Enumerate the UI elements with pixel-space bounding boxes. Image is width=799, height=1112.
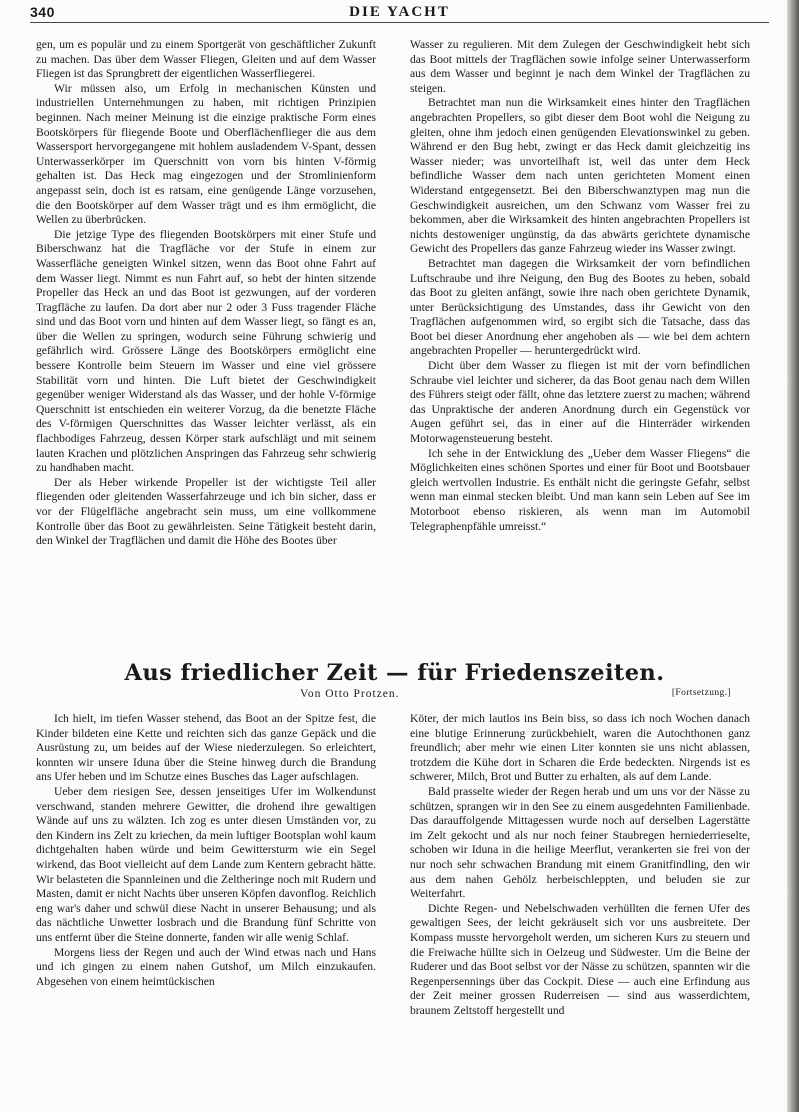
paragraph: Bald prasselte wieder der Regen herab und um uns vor der Nässe zu schützen, sprangen wir in den See zu einem ausgedehnten Familienbade. Das darauffolgende Mittagessen wurde noch auf derselben Lagerstätte im Zelt gekocht und als nur noch feiner Staubregen herniederrieselte, schoben wir Iduna in die heilige Meerflut, verankerten sie frei von der nur noch sehr schwachen Brandung mit einem Granitfindling, den wir aus dem nahen Gehölz herbeischleppten, und beluden sie zur Weiterfahrt. xyxy=(410,784,750,901)
paragraph: Morgens liess der Regen und auch der Wind etwas nach und Hans und ich gingen zu einem nahen Gutshof, um Milch einzukaufen. Abgesehen von einem heimtückischen xyxy=(36,945,376,988)
paragraph: Die jetzige Type des fliegenden Bootskörpers mit einer Stufe und Biberschwanz hat die Tragfläche vor der Stufe in einem zur Wasserfläche geneigten Winkel sitzen, wenn das Boot ohne Fahrt auf dem Wasser liegt. Nimmt es nun Fahrt auf, so hebt der hinten sitzende Propeller das Heck an und das Boot ist gezwungen, auf der vorderen Tragfläche zu laufen. Da dort aber nur 2 oder 3 Fuss tragender Fläche sind und das Boot vorn und hinten auf dem Wasser liegt, so fängt es an, über die Wellen zu springen, wodurch seine Führung schwierig und gefährlich wird. Grössere Länge des Bootskörpers ermöglicht eine bessere Kontrolle beim Steuern im Wasser und eine viel grössere Stabilität vorn und hinten. Die Luft bietet der Geschwindigkeit gegenüber weniger Widerstand als das Wasser, und der hohle V-förmige Querschnitt ist entschieden ein weiterer Vorzug, da die benetzte Fläche des V-förmigen Querschnittes das Wasser leichter verlässt, als ein flachbodiges Fahrzeug, dessen Körper stark aufschlägt und mit seinem lauten Krachen und plötzlichen Anspringen das Fahrzeug sehr schwierig zu handhaben macht. xyxy=(36,227,376,475)
paragraph: Dicht über dem Wasser zu fliegen ist mit der vorn befindlichen Schraube viel leichter und sicherer, da das Boot genau nach dem Willen des Führers steigt oder fällt, ohne das letztere zuerst zu machen; während das Unpraktische der anderen Anordnung durch ein Gegenstück vor Augen geführt sei, das in einer auf die Hinterräder wirkenden Motorwagensteuerung besteht. xyxy=(410,359,750,446)
paragraph: Wasser zu regulieren. Mit dem Zulegen der Geschwindigkeit hebt sich das Boot mittels der Tragflächen sowie infolge seiner Unterwasserform aus dem Wasser und beginnt je nach dem Winkel der Tragflächen zu steigen. xyxy=(410,38,750,95)
page-number: 340 xyxy=(30,4,55,20)
article-title: Aus friedlicher Zeit — für Friedenszeiten. xyxy=(124,660,665,686)
running-title: DIE YACHT xyxy=(349,4,450,20)
paragraph: Wir müssen also, um Erfolg in mechanischen Künsten und industriellen Unternehmungen zu haben, mit richtigen Prinzipien beginnen. Nach meiner Meinung ist die einzige praktische Form eines Bootskörpers für fliegende Boote und Oberflächenflieger die aus dem Wassersport hervorgegangene mit hohlem ausladendem V-Spant, dessen Unterwasserkörper im Querschnitt von vorn bis hinten V-förmig gehalten ist. Das Heck mag eingezogen und der Stromlinienform angepasst sein, doch ist es ratsam, eine genügende Länge vorzusehen, die den Bootskörper auf dem Wasser trägt und es ihm ermöglicht, die Wellen zu überbrücken. xyxy=(36,81,376,227)
paragraph: Ich sehe in der Entwicklung des „Ueber dem Wasser Fliegens“ die Möglichkeiten eines schönen Sportes und einer für Boot und Bootsbauer gleich wertvollen Industrie. Es enthält nicht die geringste Gefahr, selbst wenn man einmal stecken bleibt. Und man kann sein Leben auf See im Motorboot ebenso riskieren, als wenn man im Automobil Telegraphenpfähle umreisst.“ xyxy=(410,446,750,533)
paragraph: Ich hielt, im tiefen Wasser stehend, das Boot an der Spitze fest, die Kinder bildeten eine Kette und reichten sich das ganze Gepäck und die Ausrüstung zu, um beides auf der Wiese niederzulegen. So erleichtert, konnten wir unsere Iduna über die Steine hinweg durch die Brandung ans Ufer heben und im Schutze eines Busches das Lager aufschlagen. xyxy=(36,712,376,784)
page-header xyxy=(30,4,769,24)
paragraph: Köter, der mich lautlos ins Bein biss, so dass ich noch Wochen danach eine blutige Erinnerung zurückbehielt, waren die Autochthonen ganz freundlich; aber mehr wie einen Liter konnten sie uns nicht ablassen, trotzdem die Kühe dort in Scharen die Erde bedeckten. Nirgends ist es schwerer, Milch, Brot und Butter zu erhalten, als auf dem Lande. xyxy=(410,712,750,784)
bottom-left-column xyxy=(36,712,376,989)
paragraph: gen, um es populär und zu einem Sportgerät von geschäftlicher Zukunft zu machen. Das über dem Wasser Fliegen, Gleiten und auf dem Wasser Fliegen ist das Sprungbrett der eigentlichen Wasserfliegerei. xyxy=(36,38,376,81)
bottom-right-column xyxy=(410,712,750,1018)
paragraph: Betrachtet man nun die Wirksamkeit eines hinter den Tragflächen angebrachten Propellers, so gibt dieser dem Boot wohl die Neigung zu gleiten, ohne ihm jedoch einen genügenden Elevationswinkel zu geben. Während er den Bug hebt, zwingt er das Heck damit gleichzeitig ins Wasser nieder; was unvorteilhaft ist, weil das unter dem Heck befindliche Wasser dem nach unten gerichteten Moment einen Widerstand entgegensetzt. Bei den Biberschwanztypen mag nun die Geschwindigkeit ausreichen, um den Schwanz vom Wasser frei zu bekommen, aber die Wirksamkeit des hinten angebrachten Propellers ist nichts destoweniger ungünstig, da das abwärts gerichtete dynamische Gewicht des Propellers das ganze Fahrzeug wieder ins Wasser zwingt. xyxy=(410,96,750,256)
article-byline: Von Otto Protzen. xyxy=(300,688,400,700)
book-spine-shadow xyxy=(787,0,799,1112)
paragraph: Betrachtet man dagegen die Wirksamkeit der vorn befindlichen Luftschraube und ihre Neigung, den Bug des Bootes zu heben, sobald das Boot zu gleiten anfängt, sowie ihre nach oben gerichtete Dynamik, unter Berücksichtigung des Umstandes, dass ihr Gewicht von den Tragflächen aufgenommen wird, so ergibt sich die Tatsache, dass das Boot bei dieser Anordnung eher angehoben als — wie bei dem achtern angebrachten Propeller — heruntergedrückt wird. xyxy=(410,256,750,358)
paragraph: Ueber dem riesigen See, dessen jenseitiges Ufer im Wolkendunst verschwand, standen mehrere Gewitter, die drohend ihre gewaltigen Wände auf uns zu wälzten. Ich zog es unter diesen Umständen vor, zu den Kindern ins Zelt zu kriechen, da mein luftiger Bootsplan wohl kaum dichtgehalten haben würde und beim Gewittersturm wie ein Segel wirkend, das Boot vielleicht auf dem Lande zum Kentern gebracht hätte. Wir belasteten die Spannleinen und die Zeltheringe noch mit Rudern und Masten, damit er nicht Nachts über unseren Köpfen davonflog. Reichlich eng war's daher und schwül diese Nacht in unserer Behausung; und als das nächtliche Unwetter losbrach und die Brandung fünf Schritte von uns entfernt über die Steine donnerte, fanden wir alle wenig Schlaf. xyxy=(36,784,376,944)
paragraph: Dichte Regen- und Nebelschwaden verhüllten die fernen Ufer des gewaltigen Sees, der leicht gekräuselt sich vor uns ausbreitete. Der Kompass musste hervorgeholt werden, um sicheren Kurs zu steuern und die Freiwache hüllte sich in Oelzeug und Südwester. Um die Beine der Ruderer und das Boot selbst vor der Nässe zu schützen, spannten wir die Regenpersennings über das Cockpit. Diese — auch eine Erfindung aus der Zeit meiner grossen Ruderreisen — sind aus wasserdichtem, braunem Zeltstoff hergestellt und xyxy=(410,901,750,1017)
header-rule xyxy=(30,22,769,23)
top-left-column xyxy=(36,38,376,549)
paragraph: Der als Heber wirkende Propeller ist der wichtigste Teil aller fliegenden oder gleitenden Wasserfahrzeuge und ich bin sicher, dass er vor der Flügelfläche angebracht sein muss, um eine vollkommene Kontrolle über das Boot zu gewährleisten. Seine Tätigkeit besteht darin, den Winkel der Tragflächen und damit die Höhe des Bootes über xyxy=(36,475,376,548)
continuation-note: [Fortsetzung.] xyxy=(671,688,731,698)
top-right-column xyxy=(410,38,750,534)
